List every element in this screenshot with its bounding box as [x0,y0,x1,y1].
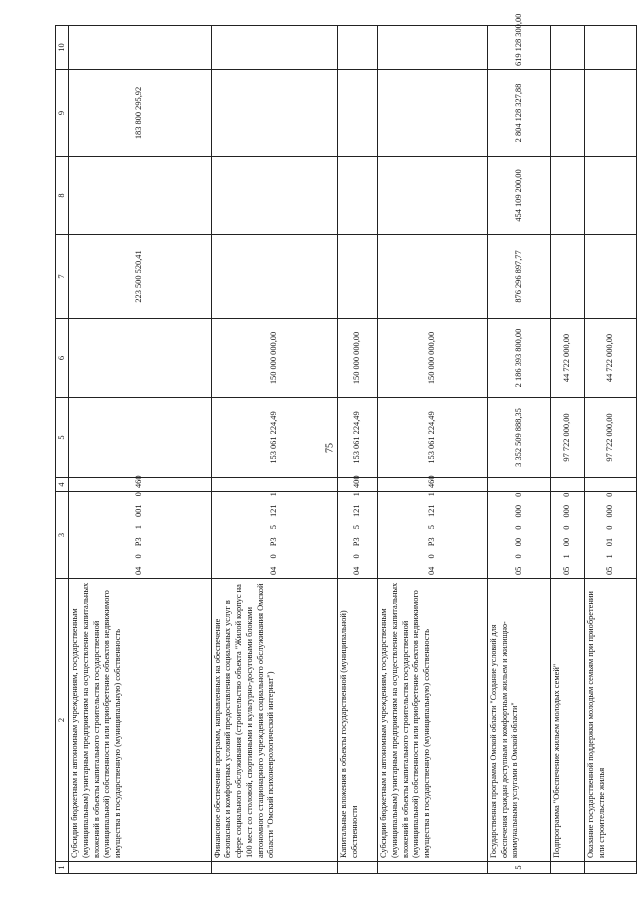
row-value-5: 153 061 224,49 [378,398,488,478]
row-value-8 [337,157,377,235]
col-header-8: 8 [56,157,69,235]
row-value-5: 3 352 509 888,35 [488,398,550,478]
row-value-6: 44 722 000,00 [550,319,584,398]
row-value-9 [584,70,636,157]
row-name: Субсидии бюджетным и автономным учреждениям, государственным (муниципальным) унитарным предприятиям на осуществление капитальных вложений в объекты капитального строительства государственной (муниципальной) собственности или приобретение объектов недвижимого имущества в государственную (муниципальную) собственность [378,579,488,862]
row-value-5: 153 061 224,49 [211,398,337,478]
row-value-8 [69,157,212,235]
row-value-7 [584,235,636,319]
header-row [56,26,69,874]
budget-table [55,13,637,874]
row-name: Субсидии бюджетным и автономным учреждениям, государственным (муниципальным) унитарным предприятиям на осуществление капитальных вложений в объекты капитального строительства государственной (муниципальной) собственности или приобретение объектов недвижимого имущества в государственную (муниципальную) собственность [69,579,212,862]
row-number [211,862,337,874]
row-value-9: 183 800 295,92 [69,70,212,157]
row-value-6: 150 000 000,00 [337,319,377,398]
row-value-5: 153 061 224,49 [337,398,377,478]
row-code: 05 1 00 0 000 0 [550,492,584,579]
row-number: 5 [488,862,550,874]
row-value-6: 2 186 393 800,00 [488,319,550,398]
row-name: Государственная программа Омской области "Создание условий для обеспечения граждан доступным и комфортным жильем и жилищно-коммунальными услугами в Омской области" [488,579,550,862]
row-value-8 [211,157,337,235]
budget-table-rotated [55,13,637,874]
col-header-6: 6 [56,319,69,398]
row-type-code [211,478,337,492]
row-code: 04 0 P3 5 121 1 [211,492,337,579]
row-value-5 [69,398,212,478]
row-type-code [584,478,636,492]
row-value-9 [337,70,377,157]
col-header-10: 10 [56,26,69,70]
row-name: Оказание государственной поддержки молодым семьям при приобретении или строительстве жилья [584,579,636,862]
row-value-6 [69,319,212,398]
row-type-code: 460 [378,478,488,492]
row-number [550,862,584,874]
col-header-2: 2 [56,579,69,862]
row-code: 05 0 00 0 000 0 [488,492,550,579]
row-code: 04 0 P3 5 121 1 [378,492,488,579]
row-number [584,862,636,874]
table-row [69,26,212,874]
row-type-code: 460 [69,478,212,492]
table-row [488,26,550,874]
row-number [378,862,488,874]
row-number [69,862,212,874]
row-code: 05 1 01 0 000 0 [584,492,636,579]
row-name: Капитальные вложения в объекты государственной (муниципальной) собственности [337,579,377,862]
row-name: Финансовое обеспечение программ, направленных на обеспечение безопасных и комфортных условий предоставления социальных услуг в сфере социального обслуживания (строительство объекта "Жилой корпус на 100 мест со столовой, спортивными и культурно-досуговыми блоками автономного стационарного учреждения социального обслуживания Омской области "Омский психоневрологический интернат") [211,579,337,862]
row-type-code [488,478,550,492]
row-value-5: 97 722 000,00 [584,398,636,478]
row-value-6: 150 000 000,00 [378,319,488,398]
table-row [378,26,488,874]
row-code: 04 0 P3 5 121 1 [337,492,377,579]
row-value-7 [211,235,337,319]
row-value-9 [550,70,584,157]
row-value-10 [69,26,212,70]
row-value-9 [211,70,337,157]
table-row [550,26,584,874]
row-value-10 [584,26,636,70]
row-value-10 [211,26,337,70]
row-value-8: 454 109 200,00 [488,157,550,235]
table-row [211,26,337,874]
col-header-4: 4 [56,478,69,492]
col-header-5: 5 [56,398,69,478]
col-header-3: 3 [56,492,69,579]
row-value-7: 876 296 897,77 [488,235,550,319]
table-row [337,26,377,874]
row-value-7 [378,235,488,319]
row-value-7 [550,235,584,319]
row-name: Подпрограмма "Обеспечение жильем молодых семей" [550,579,584,862]
row-value-10 [337,26,377,70]
row-value-9: 2 804 128 327,88 [488,70,550,157]
row-value-6: 44 722 000,00 [584,319,636,398]
row-number [337,862,377,874]
row-value-10: 619 128 300,00 [488,26,550,70]
page-number: 75 [324,443,336,453]
row-value-6: 150 000 000,00 [211,319,337,398]
row-value-5: 97 722 000,00 [550,398,584,478]
row-code: 04 0 P3 1 001 0 [69,492,212,579]
row-type-code: 400 [337,478,377,492]
row-value-8 [378,157,488,235]
table-row [584,26,636,874]
row-value-7: 223 500 520,41 [69,235,212,319]
row-value-8 [550,157,584,235]
row-value-7 [337,235,377,319]
row-value-10 [378,26,488,70]
col-header-1: 1 [56,862,69,874]
col-header-7: 7 [56,235,69,319]
row-value-9 [378,70,488,157]
col-header-9: 9 [56,70,69,157]
row-value-8 [584,157,636,235]
row-value-10 [550,26,584,70]
row-type-code [550,478,584,492]
